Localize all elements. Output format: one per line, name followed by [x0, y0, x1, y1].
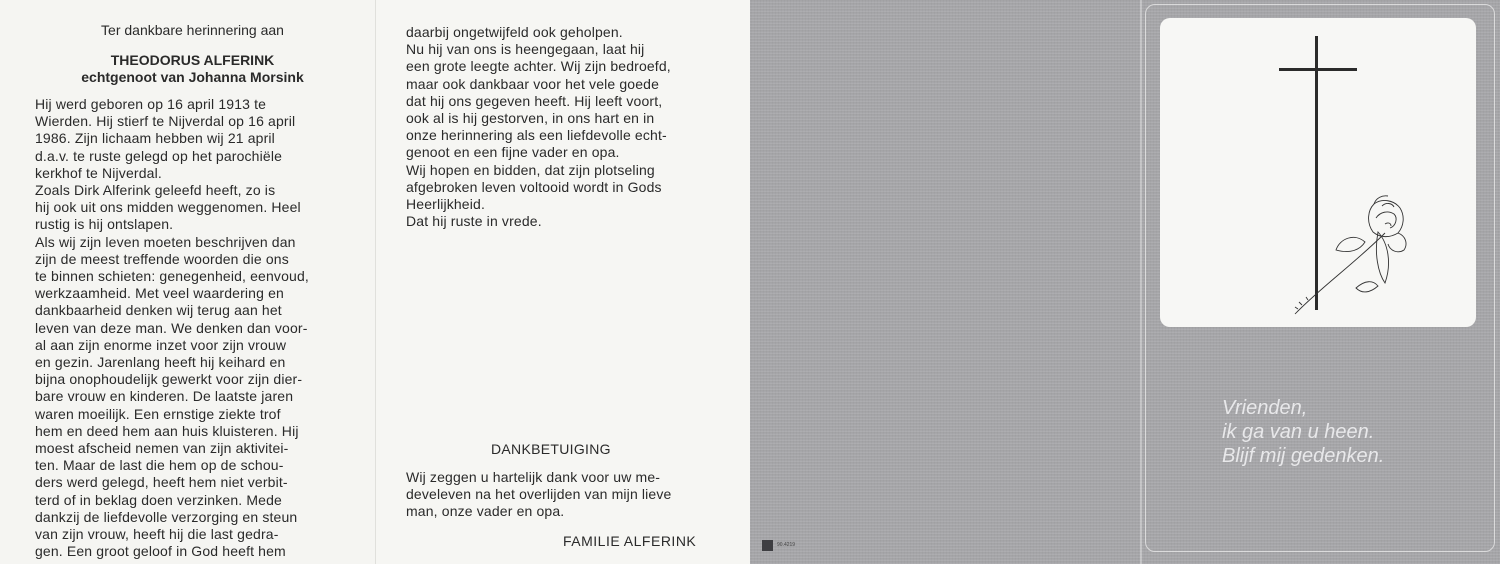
- deceased-name: THEODORUS ALFERINK: [110, 52, 275, 68]
- text-line: rustig is hij ontslapen.: [35, 216, 174, 233]
- spouse-line: echtgenoot van Johanna Morsink: [81, 69, 304, 85]
- text-line: man, onze vader en opa.: [406, 503, 565, 520]
- poem-line: ik ga van u heen.: [1222, 421, 1375, 443]
- text-line: Als wij zijn leven moeten beschrijven dan: [35, 233, 296, 250]
- text-line: Dat hij ruste in vrede.: [406, 213, 542, 230]
- publisher-mark: [762, 540, 795, 551]
- text-line: en gezin. Jarenlang heeft hij keihard en: [35, 354, 286, 371]
- poem-line: Blijf mij gedenken.: [1222, 445, 1385, 467]
- fold-line: [1140, 0, 1142, 564]
- image-frame: [1160, 18, 1476, 327]
- text-line: kerkhof te Nijverdal.: [35, 164, 162, 181]
- thanks-heading: DANKBETUIGING: [491, 441, 611, 457]
- text-line: bare vrouw en kinderen. De laatste jaren: [35, 388, 294, 405]
- text-line: daarbij ongetwijfeld ook geholpen.: [406, 24, 623, 40]
- left-page: [0, 0, 375, 564]
- text-line: dankzij de liefdevolle verzorging en steun: [35, 508, 298, 525]
- text-line: Wierden. Hij stierf te Nijverdal op 16 april: [35, 113, 296, 130]
- biography-text: [35, 96, 360, 560]
- cross-vertical-beam: [1315, 36, 1318, 310]
- text-line: gen. Een groot geloof in God heeft hem: [35, 543, 286, 560]
- text-line: werkzaamheid. Met veel waardering en: [35, 285, 284, 302]
- rose-icon: [1295, 196, 1406, 314]
- text-line: afgebroken leven voltooid wordt in Gods: [406, 178, 662, 195]
- text-line: dat hij ons gegeven heeft. Hij leeft voort,: [406, 92, 663, 109]
- poem-line: Vrienden,: [1222, 397, 1308, 419]
- text-line: ten. Maar de last die hem op de schou-: [35, 457, 284, 474]
- publisher-code: 90.4219: [777, 542, 796, 548]
- text-line: bijna onophoudelijk gewerkt voor zijn dier-: [35, 371, 303, 388]
- publisher-logo-icon: [762, 540, 773, 551]
- text-line: maar ook dankbaar voor het vele goede: [406, 75, 660, 92]
- memorial-intro: Ter dankbare herinnering aan: [101, 22, 284, 38]
- middle-page: [375, 0, 750, 564]
- text-line: te binnen schieten: genegenheid, eenvoud,: [35, 268, 309, 285]
- poem-text: [1222, 396, 1384, 468]
- text-line: Zoals Dirk Alferink geleefd heeft, zo is: [35, 182, 276, 199]
- text-line: genoot en een fijne vader en opa.: [406, 144, 620, 161]
- text-line: waren moeilijk. Een ernstige ziekte trof: [35, 405, 281, 422]
- cross-with-rose-illustration: [1160, 18, 1476, 327]
- cover-page: [750, 0, 1500, 564]
- text-line: d.a.v. te ruste gelegd op het parochiële: [35, 147, 283, 164]
- text-line: Wij hopen en bidden, dat zijn plotseling: [406, 161, 655, 178]
- text-line: develeven na het overlijden van mijn lieve: [406, 486, 672, 503]
- text-line: van zijn vrouw, heeft hij die last gedra-: [35, 526, 279, 543]
- text-line: een grote leegte achter. Wij zijn bedroefd,: [406, 58, 671, 75]
- continued-text: [406, 24, 732, 230]
- text-line: onze herinnering als een liefdevolle echt-: [406, 127, 667, 144]
- text-line: zijn de meest treffende woorden die ons: [35, 250, 289, 267]
- cross-horizontal-beam: [1279, 68, 1357, 71]
- text-line: al aan zijn enorme inzet voor zijn vrouw: [35, 336, 287, 353]
- text-line: 1986. Zijn lichaam hebben wij 21 april: [35, 130, 275, 147]
- text-line: Heerlijkheid.: [406, 196, 485, 213]
- text-line: Wij zeggen u hartelijk dank voor uw me-: [406, 469, 661, 485]
- text-line: hem en deed hem aan huis kluisteren. Hij: [35, 422, 299, 439]
- text-line: Nu hij van ons is heengegaan, laat hij: [406, 41, 645, 58]
- text-line: dankbaarheid denken wij terug aan het: [35, 302, 282, 319]
- text-line: Hij werd geboren op 16 april 1913 te: [35, 96, 267, 112]
- text-line: hij ook uit ons midden weggenomen. Heel: [35, 199, 301, 216]
- text-line: ders werd gelegd, heeft hem niet verbit-: [35, 474, 288, 491]
- text-line: ook al is hij gestorven, in ons hart en in: [406, 110, 655, 127]
- text-line: leven van deze man. We denken dan voor-: [35, 319, 308, 336]
- text-line: moest afscheid nemen van zijn aktivitei-: [35, 440, 289, 457]
- text-line: terd of in beklag doen verzinken. Mede: [35, 491, 282, 508]
- thanks-text: [406, 469, 732, 521]
- family-signature: FAMILIE ALFERINK: [563, 533, 697, 549]
